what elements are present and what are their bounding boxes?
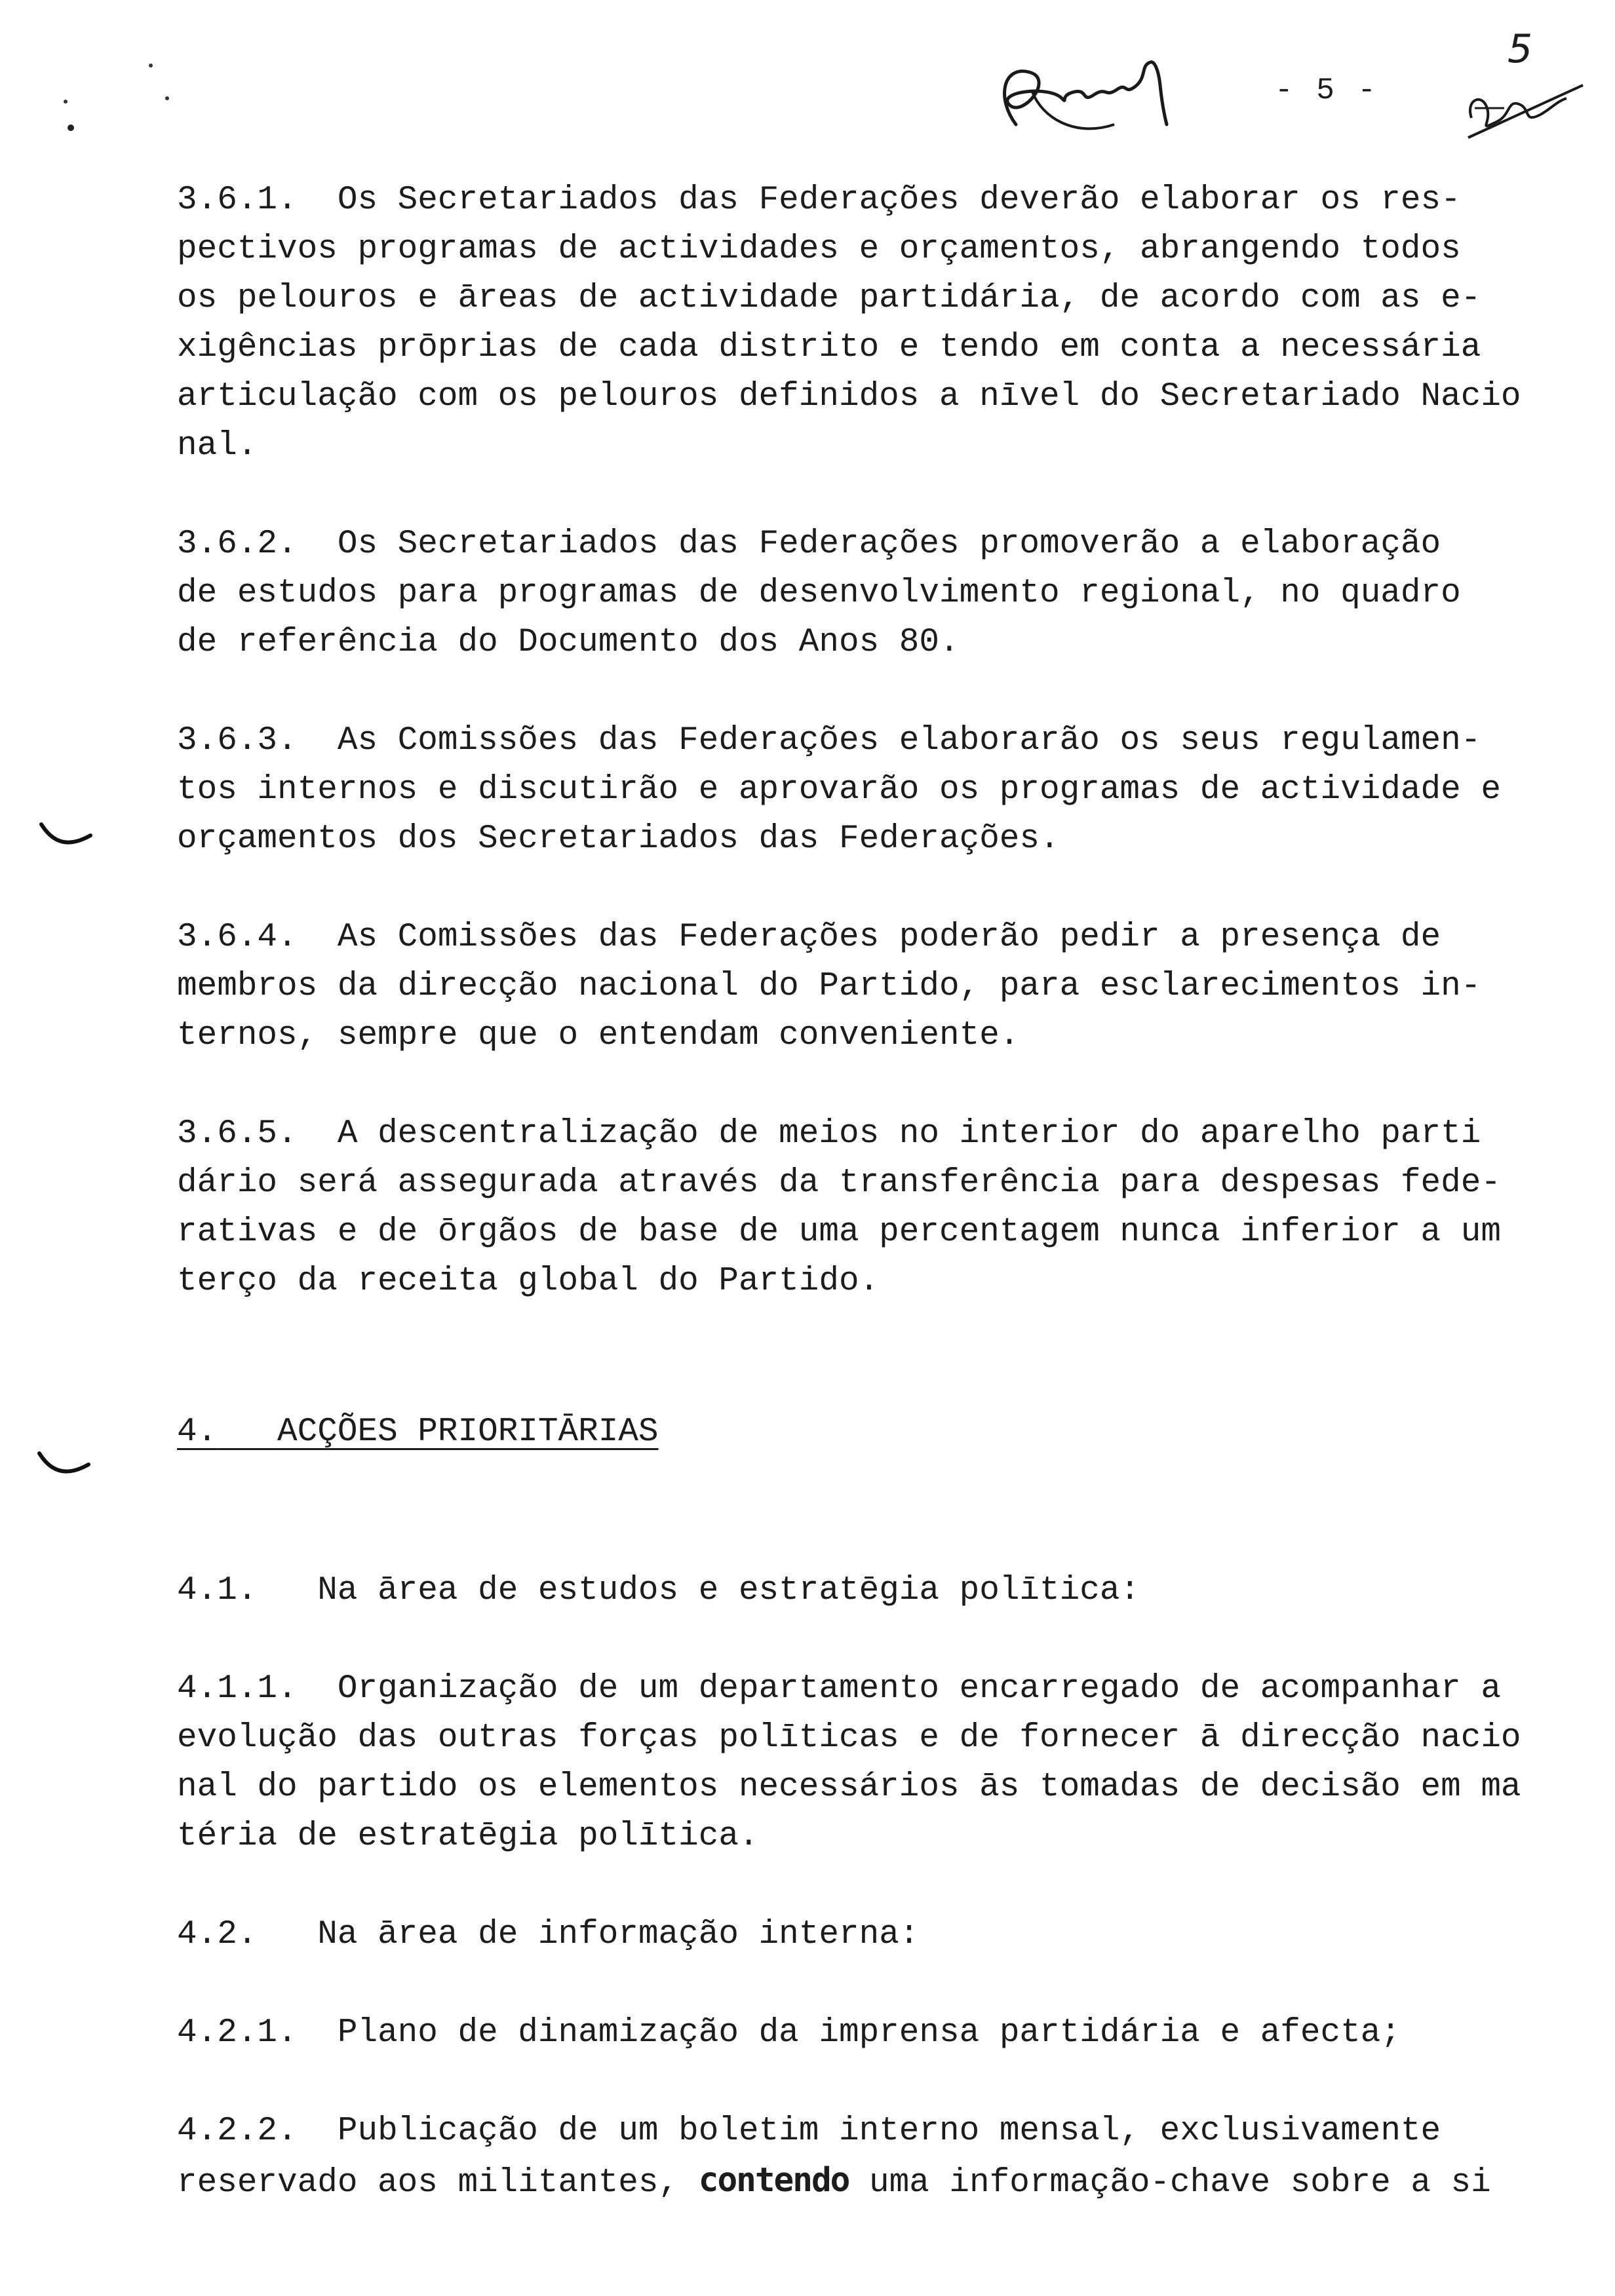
section-number: 3.6.3. <box>177 722 298 759</box>
paragraph-text: As Comissões das Federações elaborarão os seus regulamen- <box>337 722 1481 759</box>
paragraph-line <box>177 1566 1494 1615</box>
paragraph-line: ternos, sempre que o entendam conveniente. <box>177 1017 1020 1054</box>
paragraph-line <box>177 2156 1494 2208</box>
margin-bracket-icon <box>38 819 97 852</box>
corner-mark <box>1508 26 1532 72</box>
paragraph-text: A descentralização de meios no interior do aparelho parti <box>337 1115 1481 1153</box>
paragraph-line: rativas e de ōrgãos de base de uma percentagem nunca inferior a um <box>177 1214 1501 1251</box>
section-3-6-1 <box>177 176 1521 470</box>
paragraph-line: membros da direcção nacional do Partido, para esclarecimentos in- <box>177 968 1481 1005</box>
section-3-6-5 <box>177 1109 1501 1306</box>
section-3-6-2 <box>177 520 1494 667</box>
paragraph-line: evolução das outras forças polīticas e de fornecer ā direcção nacio <box>177 1719 1521 1757</box>
section-4-1 <box>177 1566 1494 1615</box>
section-3-6-3 <box>177 716 1501 864</box>
section-heading-4 <box>177 1407 659 1457</box>
paragraph-line: orçamentos dos Secretariados das Federações. <box>177 820 1060 858</box>
paragraph-line <box>177 1109 1494 1158</box>
paragraph-line <box>177 2008 1494 2057</box>
section-number: 4.1. <box>177 1572 258 1609</box>
overstruck-word: contendo <box>698 2161 849 2200</box>
paragraph-line <box>177 520 1494 569</box>
heading-number: 4. <box>177 1413 218 1451</box>
section-number: 4.2. <box>177 1916 258 1953</box>
section-number: 4.2.2. <box>177 2113 298 2150</box>
paragraph-text: Na ārea de informação interna: <box>317 1916 920 1953</box>
section-3-6-4 <box>177 913 1494 1060</box>
paragraph-line <box>177 913 1494 962</box>
section-number: 4.2.1. <box>177 2014 298 2052</box>
paragraph-line: de estudos para programas de desenvolvimento regional, no quadro <box>177 575 1461 612</box>
paragraph-line: de referência do Documento dos Anos 80. <box>177 624 960 661</box>
handwritten-signature-icon <box>983 26 1199 147</box>
scan-speck-icon <box>52 52 184 144</box>
paragraph-line: dário será assegurada através da transferência para despesas fede- <box>177 1164 1501 1202</box>
paragraph-text: uma informação-chave sobre a si <box>849 2164 1491 2202</box>
section-number: 3.6.2. <box>177 526 298 563</box>
paragraph-text: Os Secretariados das Federações promoverão a elaboração <box>337 526 1441 563</box>
paragraph-text: reservado aos militantes, <box>177 2164 699 2202</box>
section-4-2-1 <box>177 2008 1494 2057</box>
section-number: 3.6.1. <box>177 182 298 219</box>
paragraph-text: Os Secretariados das Federações deverão elaborar os res- <box>337 182 1461 219</box>
paragraph-text: Plano de dinamização da imprensa partidária e afecta; <box>337 2014 1401 2052</box>
section-4-2-2 <box>177 2107 1494 2208</box>
paragraph-line: tos internos e discutirão e aprovarão os programas de actividade e <box>177 771 1501 809</box>
paragraph-line: nal. <box>177 427 258 465</box>
paragraph-line: téria de estratēgia polītica. <box>177 1818 759 1855</box>
paragraph-line: pectivos programas de actividades e orçamentos, abrangendo todos <box>177 231 1461 268</box>
paragraph-line <box>177 716 1494 765</box>
margin-bracket-icon <box>36 1448 95 1481</box>
section-4-2 <box>177 1910 1494 1959</box>
paragraph-line: nal do partido os elementos necessários ās tomadas de decisão em ma <box>177 1769 1521 1806</box>
section-number: 3.6.4. <box>177 919 298 956</box>
paragraph-line: xigências prōprias de cada distrito e tendo em conta a necessária <box>177 329 1481 366</box>
heading-title: ACÇÕES PRIORITĀRIAS <box>277 1413 659 1451</box>
paragraph-line: terço da receita global do Partido. <box>177 1263 880 1300</box>
paragraph-text: Publicação de um boletim interno mensal, exclusivamente <box>337 2113 1441 2150</box>
paragraph-text: Organização de um departamento encarregado de acompanhar a <box>337 1670 1501 1708</box>
section-number: 4.1.1. <box>177 1670 298 1708</box>
paragraph-line: articulação com os pelouros definidos a nīvel do Secretariado Nacio <box>177 378 1521 415</box>
paragraph-line: os pelouros e āreas de actividade partidária, de acordo com as e- <box>177 280 1481 317</box>
section-number: 3.6.5. <box>177 1115 298 1153</box>
paragraph-line <box>177 2107 1494 2156</box>
paragraph-line <box>177 1910 1494 1959</box>
paragraph-line <box>177 1664 1501 1713</box>
paragraph-text: As Comissões das Federações poderão pedir a presença de <box>337 919 1441 956</box>
paragraph-text: Na ārea de estudos e estratēgia polītica: <box>317 1572 1140 1609</box>
corner-number: 5 <box>1508 26 1533 72</box>
section-4-1-1 <box>177 1664 1521 1861</box>
paragraph-line <box>177 176 1494 225</box>
corner-rubric-icon <box>1458 72 1589 144</box>
page-number: - 5 - <box>1275 73 1379 107</box>
